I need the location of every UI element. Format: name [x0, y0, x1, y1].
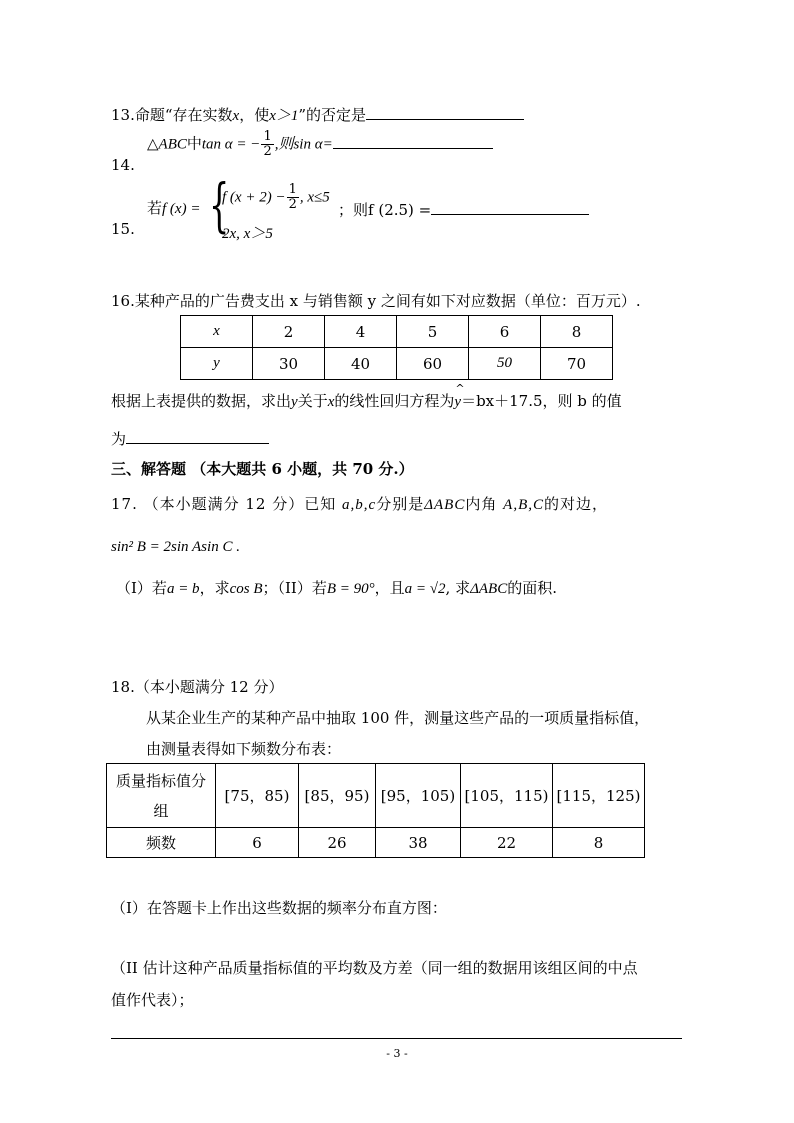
section-3-heading: 三、解答题 （本大题共 6 小题，共 70 分.） [111, 460, 414, 478]
q18-part-2-line-1: （II 估计这种产品质量指标值的平均数及方差（同一组的数据用该组区间的中点 [111, 959, 638, 977]
q15-fraction: $\frac{1}{2}$ [288, 182, 297, 212]
q16-x-cell: 5 [397, 316, 469, 348]
q16-x-cell: 8 [541, 316, 613, 348]
q13-text: 命题“存在实数 [134, 106, 233, 124]
q16-data-table [180, 315, 613, 380]
q14-rest: ,则sin α= [274, 136, 333, 153]
q15-lhs [147, 198, 200, 219]
q13-number: 13. [111, 106, 135, 124]
q18-freq-cell: 6 [216, 828, 299, 858]
q18-freq-cell: 8 [553, 828, 645, 858]
footer-divider [111, 1038, 682, 1039]
q15-ruo: 若 [147, 199, 163, 217]
q18-group-cell: [75，85) [216, 764, 299, 828]
q14-triangle: △ABC [147, 136, 187, 153]
q18-freq-label: 频数 [107, 828, 216, 858]
q14-zhong: 中 [186, 134, 202, 153]
q18-freq-cell: 38 [376, 828, 461, 858]
q13-ineq: x＞1 [269, 108, 299, 124]
q15-case-2: 2x, x＞5 [222, 226, 273, 242]
page-number: - 3 - [386, 1047, 408, 1060]
q14-tan: tan α = − [201, 136, 261, 153]
q18-frequency-table [106, 763, 645, 858]
q18-part-1: （I）在答题卡上作出这些数据的频率分布直方图： [111, 899, 447, 917]
q14-answer-blank[interactable] [333, 132, 493, 149]
q15-case-1: f (x + 2) − $\frac{1}{2}$ , x≤5 [222, 182, 330, 212]
q15-fx: f (x) = [162, 201, 201, 217]
q16-x-cell: 4 [325, 316, 397, 348]
q15-brace: { [209, 171, 230, 239]
q18-part-2-line-2: 值作代表）； [111, 991, 194, 1009]
q16-y-cell: 70 [541, 348, 613, 380]
q13-var: x [232, 108, 240, 124]
q16-line2: 为 [111, 427, 269, 449]
q18-paragraph-1: 从某企业生产的某种产品中抽取 100 件，测量这些产品的一项质量指标值， [146, 709, 650, 727]
q16-y-label: y [181, 348, 253, 380]
q14-number: 14. [111, 156, 135, 174]
q14-fraction: $\frac{1}{2}$ [263, 129, 272, 159]
q17-line1: 17. （本小题满分 12 分）已知 a,b,c分别是ΔABC内角 A,B,C的对边， [111, 495, 609, 513]
q18-group-cell: [95，105) [376, 764, 461, 828]
q18-heading: 18.（本小题满分 12 分） [111, 678, 284, 696]
q16-line1: 根据上表提供的数据，求出y关于x的线性回归方程为 ^ y＝bx＋17.5，则 b 的值 [111, 382, 622, 410]
q16-y-cell: 40 [325, 348, 397, 380]
q13-answer-blank[interactable] [366, 103, 524, 120]
q16-x-cell: 6 [469, 316, 541, 348]
q16-x-label: x [181, 316, 253, 348]
q15-answer-blank[interactable] [431, 198, 589, 215]
q18-group-cell: [85，95) [299, 764, 376, 828]
q17-equation: sin² B = 2sin Asin C . [111, 539, 240, 555]
q13-text-c: ”的否定是 [298, 106, 367, 124]
q16-intro: 16.某种产品的广告费支出 x 与销售额 y 之间有如下对应数据（单位：百万元）. [111, 292, 641, 310]
q16-answer-blank[interactable] [126, 427, 269, 444]
q18-header-label: 质量指标值分 组 [107, 764, 216, 828]
q18-paragraph-2: 由测量表得如下频数分布表： [146, 740, 342, 758]
q15-number: 15. [111, 220, 135, 238]
q16-y-cell: 60 [397, 348, 469, 380]
q18-group-cell: [105，115) [461, 764, 553, 828]
q16-y-cell: 50 [469, 348, 541, 380]
q16-yhat: ^ y [454, 382, 465, 410]
q15-then: ；则f (2.5) = [338, 198, 589, 220]
q13-text-b: ，使 [239, 106, 270, 124]
q18-freq-cell: 26 [299, 828, 376, 858]
question-14-body [147, 130, 493, 159]
q18-freq-cell: 22 [461, 828, 553, 858]
q18-group-cell: [115，125) [553, 764, 645, 828]
q16-x-cell: 2 [253, 316, 325, 348]
q17-parts: （I）若a = b，求cos B；（II）若B = 90°，且a = √2, 求ΔABC的面积. [116, 579, 557, 597]
q16-y-cell: 30 [253, 348, 325, 380]
question-13 [111, 103, 524, 126]
